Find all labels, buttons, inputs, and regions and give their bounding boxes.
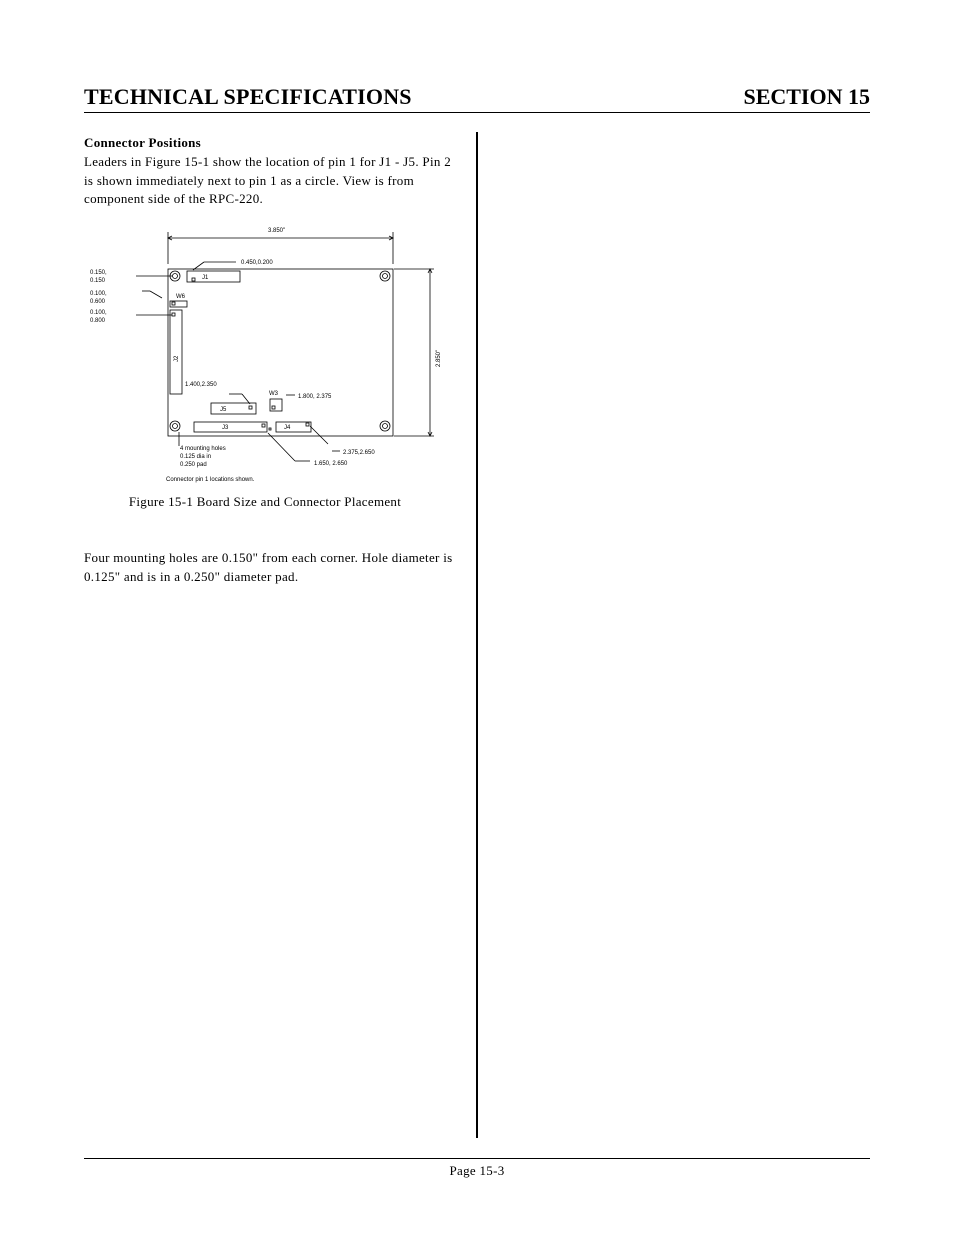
j2-label: J2 <box>174 355 180 362</box>
column-divider <box>476 132 478 1138</box>
header-divider <box>84 112 870 113</box>
j5-position: 1.400,2.350 <box>185 382 217 388</box>
j3-pin2 <box>269 428 271 430</box>
j3-pin1 <box>262 424 265 427</box>
position-c-line2: 0.800 <box>90 318 106 324</box>
j1-label: J1 <box>202 275 209 281</box>
width-dimension-label: 3.850" <box>268 228 286 234</box>
j1-position: 0.450,0.200 <box>241 260 273 266</box>
mounting-hole-top-right <box>380 271 390 281</box>
position-a-line2: 0.150 <box>90 278 106 284</box>
figure-caption: Figure 15-1 Board Size and Connector Placement <box>128 494 402 509</box>
mounting-hole-bottom-right <box>380 421 390 431</box>
w3-label: W3 <box>269 391 278 397</box>
holes-note-line2: 0.125 dia in <box>180 454 212 460</box>
position-b-line1: 0.100, <box>90 291 107 297</box>
mounting-hole-bottom-left <box>170 421 180 431</box>
j3-leader <box>268 433 295 461</box>
connector-j2 <box>170 310 182 394</box>
position-c-line1: 0.100, <box>90 310 107 316</box>
j1-pin1 <box>192 278 195 281</box>
j5-label: J5 <box>220 407 227 413</box>
paragraph-connector-positions: Leaders in Figure 15-1 show the location of pin 1 for J1 - J5. Pin 2 is shown immediately next to pin 1 as a circle. View is from component side of the RPC-220. <box>84 154 452 206</box>
footer-divider <box>84 1158 870 1159</box>
page-title: TECHNICAL SPECIFICATIONS <box>84 84 412 109</box>
j5-pin1 <box>249 406 252 409</box>
j3-position: 1.650, 2.650 <box>314 461 348 467</box>
holes-note-line1: 4 mounting holes <box>180 446 226 452</box>
board-diagram <box>84 224 464 486</box>
pin1-note: Connector pin 1 locations shown. <box>166 477 255 483</box>
w3-pin1 <box>272 406 275 409</box>
section-heading: Connector Positions <box>84 135 202 150</box>
j3-label: J3 <box>222 425 229 431</box>
holes-note-line3: 0.250 pad <box>180 462 207 468</box>
connector-j3 <box>194 422 267 432</box>
height-dimension-label: 2.850" <box>436 349 442 367</box>
section-number: SECTION 15 <box>743 84 870 109</box>
position-b-line2: 0.600 <box>90 299 106 305</box>
j2-pin1 <box>172 313 175 316</box>
position-a-line1: 0.150, <box>90 270 107 276</box>
paragraph-mounting-holes: Four mounting holes are 0.150" from each corner. Hole diameter is 0.125" and is in a 0.250" diameter pad. <box>84 550 453 584</box>
w6-label: W6 <box>176 294 185 300</box>
j4-label: J4 <box>284 425 291 431</box>
page-number: Page 15-3 <box>449 1163 505 1178</box>
j4-pin1 <box>306 423 309 426</box>
j4-leader <box>310 426 328 444</box>
j4-position: 2.375,2.650 <box>343 450 375 456</box>
w3-position: 1.800, 2.375 <box>298 394 332 400</box>
w6-pin1 <box>172 302 175 305</box>
